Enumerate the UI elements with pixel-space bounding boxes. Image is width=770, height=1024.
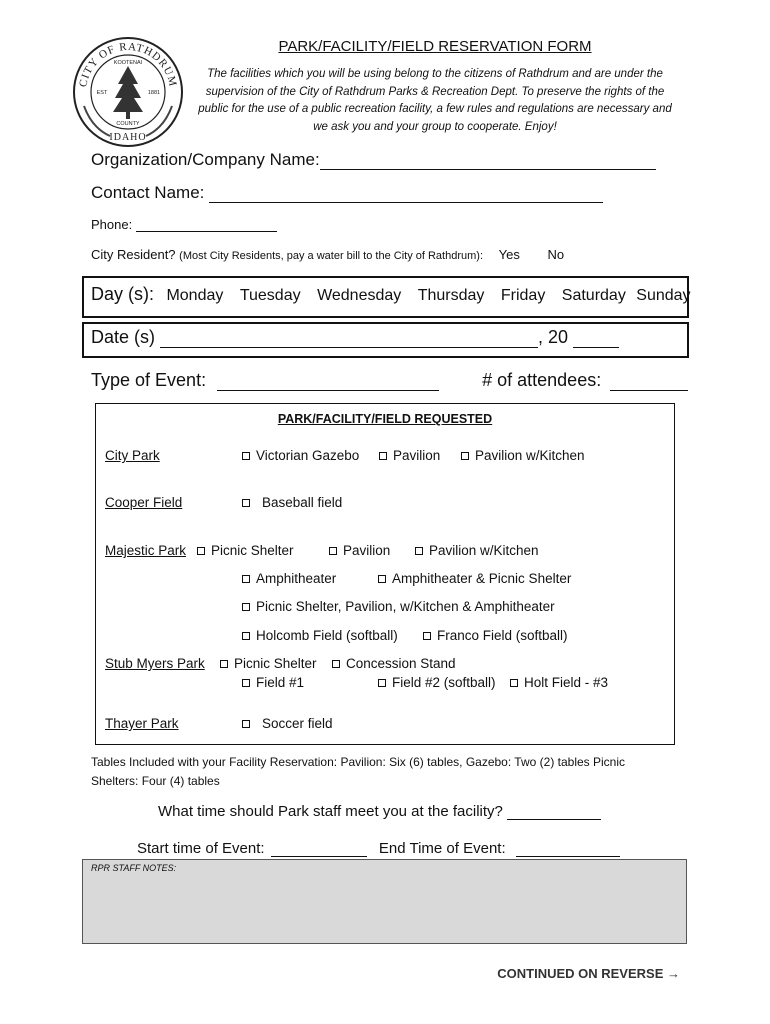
checkbox-icon[interactable]: [332, 660, 340, 668]
option-franco-field[interactable]: Franco Field (softball): [423, 628, 568, 643]
svg-text:EST: EST: [96, 90, 108, 96]
day-row: [91, 284, 691, 305]
option-victorian-gazebo[interactable]: Victorian Gazebo: [242, 448, 359, 463]
attendees-input[interactable]: [610, 371, 688, 391]
cooper-field-label: Cooper Field: [105, 495, 183, 510]
checkbox-icon[interactable]: [220, 660, 228, 668]
meet-time-row: [158, 803, 601, 820]
start-time-label: Start time of Event:: [137, 840, 265, 857]
attendees-label: # of attendees:: [482, 370, 602, 390]
intro-paragraph: The facilities which you will be using belong to the citizens of Rathdrum and are under the supervision of the City of Rathdrum Parks & Recreation Dept. To preserve the rights of the public for the use of a public recreation facility, a few rules and regulations are necessary and we ask you and your group to cooperate. Enjoy!: [198, 68, 672, 133]
day-label: Day (s):: [91, 284, 154, 304]
option-majestic-picnic-shelter[interactable]: Picnic Shelter: [197, 543, 294, 558]
svg-text:CITY OF RATHDRUM: CITY OF RATHDRUM: [77, 40, 179, 89]
checkbox-icon[interactable]: [197, 547, 205, 555]
svg-text:IDAHO: IDAHO: [109, 132, 147, 143]
option-stub-picnic-shelter[interactable]: Picnic Shelter: [220, 656, 317, 671]
day-wednesday[interactable]: Wednesday: [317, 287, 402, 304]
resident-label: City Resident?: [91, 247, 176, 262]
option-majestic-pavilion-kitchen[interactable]: Pavilion w/Kitchen: [415, 543, 539, 558]
organization-row: [91, 150, 656, 170]
phone-input[interactable]: [136, 218, 277, 232]
resident-note: (Most City Residents, pay a water bill to the City of Rathdrum):: [179, 250, 484, 262]
option-amphitheater[interactable]: Amphitheater: [242, 571, 336, 586]
checkbox-icon[interactable]: [378, 575, 386, 583]
option-holt-field[interactable]: Holt Field - #3: [510, 675, 608, 690]
checkbox-icon[interactable]: [379, 452, 387, 460]
option-city-park-pavilion[interactable]: Pavilion: [379, 448, 440, 463]
checkbox-icon[interactable]: [423, 632, 431, 640]
phone-label: Phone:: [91, 217, 133, 232]
organization-label: Organization/Company Name:: [91, 150, 320, 169]
staff-notes-label: RPR STAFF NOTES:: [91, 863, 177, 873]
option-field-2[interactable]: Field #2 (softball): [378, 675, 496, 690]
svg-text:COUNTY: COUNTY: [116, 121, 140, 127]
checkbox-icon[interactable]: [242, 499, 250, 507]
city-seal-logo: [72, 36, 184, 148]
checkbox-icon[interactable]: [242, 575, 250, 583]
day-sunday[interactable]: Sunday: [636, 287, 691, 304]
option-shelter-pavilion-kitchen-amphitheater[interactable]: Picnic Shelter, Pavilion, w/Kitchen & Amphitheater: [242, 599, 555, 614]
phone-row: [91, 217, 277, 232]
checkbox-icon[interactable]: [242, 679, 250, 687]
city-park-label: City Park: [105, 448, 160, 463]
facility-heading: PARK/FACILITY/FIELD REQUESTED: [277, 412, 493, 426]
day-saturday[interactable]: Saturday: [561, 287, 626, 304]
meet-time-input[interactable]: [507, 804, 601, 820]
option-holcomb-field[interactable]: Holcomb Field (softball): [242, 628, 398, 643]
date-input[interactable]: [160, 328, 538, 348]
option-baseball-field[interactable]: Baseball field: [242, 495, 342, 510]
option-soccer-field[interactable]: Soccer field: [242, 716, 333, 731]
day-tuesday[interactable]: Tuesday: [239, 287, 301, 304]
staff-notes-box: [82, 859, 687, 944]
checkbox-icon[interactable]: [415, 547, 423, 555]
option-amphitheater-picnic-shelter[interactable]: Amphitheater & Picnic Shelter: [378, 571, 571, 586]
day-thursday[interactable]: Thursday: [417, 287, 485, 304]
checkbox-icon[interactable]: [510, 679, 518, 687]
contact-row: [91, 183, 603, 203]
svg-text:KOOTENAI: KOOTENAI: [113, 60, 143, 66]
meet-time-label: What time should Park staff meet you at the facility?: [158, 803, 503, 820]
resident-yes-option[interactable]: Yes: [498, 247, 520, 262]
end-time-label: End Time of Event:: [378, 840, 506, 857]
checkbox-icon[interactable]: [242, 603, 250, 611]
event-times-row: [137, 840, 620, 857]
form-title: PARK/FACILITY/FIELD RESERVATION FORM: [278, 38, 592, 55]
checkbox-icon[interactable]: [461, 452, 469, 460]
contact-input[interactable]: [209, 185, 603, 203]
svg-text:1881: 1881: [147, 90, 161, 96]
option-concession-stand[interactable]: Concession Stand: [332, 656, 456, 671]
thayer-park-label: Thayer Park: [105, 716, 179, 731]
majestic-park-label: Majestic Park: [105, 543, 187, 558]
option-field-1[interactable]: Field #1: [242, 675, 304, 690]
end-time-input[interactable]: [516, 841, 620, 857]
event-type-label: Type of Event:: [91, 370, 207, 390]
date-row: [91, 327, 619, 348]
day-monday[interactable]: Monday: [166, 287, 224, 304]
checkbox-icon[interactable]: [242, 632, 250, 640]
resident-no-option[interactable]: No: [547, 247, 565, 262]
date-year-input[interactable]: [573, 328, 619, 348]
option-majestic-pavilion[interactable]: Pavilion: [329, 543, 390, 558]
start-time-input[interactable]: [271, 841, 367, 857]
event-row: [91, 370, 688, 391]
checkbox-icon[interactable]: [242, 720, 250, 728]
contact-label: Contact Name:: [91, 183, 205, 202]
checkbox-icon[interactable]: [242, 452, 250, 460]
day-friday[interactable]: Friday: [500, 287, 546, 304]
date-label: Date (s): [91, 327, 156, 347]
event-type-input[interactable]: [217, 371, 439, 391]
organization-input[interactable]: [320, 152, 656, 170]
continued-on-reverse: CONTINUED ON REVERSE →: [497, 966, 680, 981]
date-year-prefix: , 20: [538, 327, 569, 347]
checkbox-icon[interactable]: [378, 679, 386, 687]
checkbox-icon[interactable]: [329, 547, 337, 555]
city-resident-row: [91, 247, 564, 262]
tables-note: Tables Included with your Facility Reservation: Pavilion: Six (6) tables, Gazebo: Two (2) tables Picnic Shelters: Four (4) tables: [91, 755, 626, 788]
stub-myers-park-label: Stub Myers Park: [105, 656, 205, 671]
option-city-park-pavilion-kitchen[interactable]: Pavilion w/Kitchen: [461, 448, 585, 463]
